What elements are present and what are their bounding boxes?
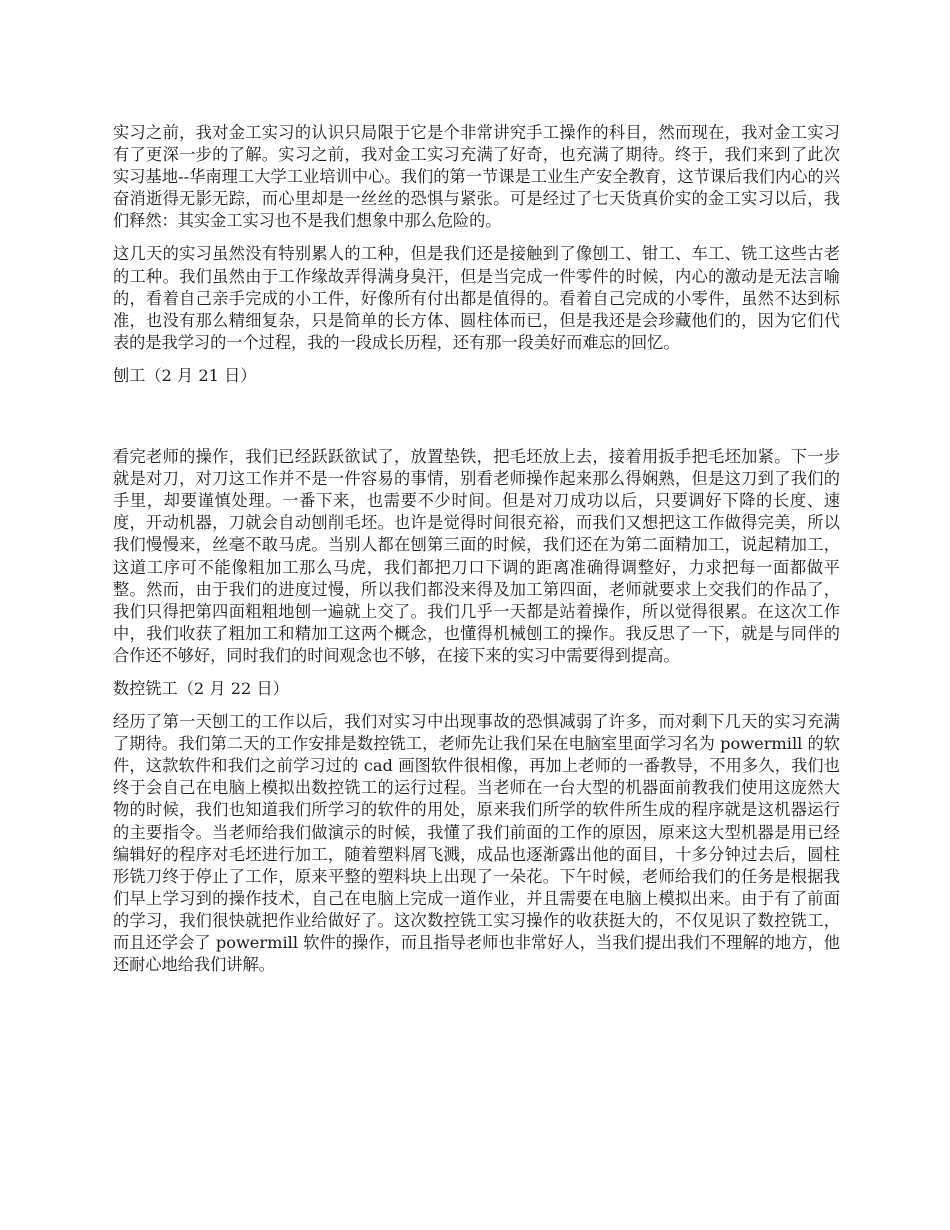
section-body-cnc-milling: 经历了第一天刨工的工作以后，我们对实习中出现事故的恐惧减弱了许多，而对剩下几天的实习充满了期待。我们第二天的工作安排是数控铣工，老师先让我们呆在电脑室里面学习名为 powermill 的软件，这款软件和我们之前学习过的 cad 画图软件很相像，再加上老师的一番教导，不用多久，我们也终于会自己在电脑上模拟出数控铣工的运行过程。当老师在一台大型的机器面前教我们使用这庞然大物的时候，我们也知道我们所学习的软件的用处，原来我们所学的软件所生成的程序就是这机器运行的主要指令。当老师给我们做演示的时候，我懂了我们前面的工作的原因，原来这大型机器是用已经编辑好的程序对毛坯进行加工，随着塑料屑飞溅，成品也逐渐露出他的面目，十多分钟过去后，圆柱形铣刀终于停止了工作，原来平整的塑料块上出现了一朵花。下午时候，老师给我们的任务是根据我们早上学习到的操作技术，自己在电脑上完成一道作业，并且需要在电脑上模拟出来。由于有了前面的学习，我们很快就把作业给做好了。这次数控铣工实习操作的收获挺大的，不仅见识了数控铣工，而且还学会了 powermill 软件的操作，而且指导老师也非常好人，当我们提出我们不理解的地方，他还耐心地给我们讲解。: [113, 712, 840, 975]
blank-gap: [113, 398, 840, 446]
section-heading-planing: 刨工（2 月 21 日）: [113, 365, 257, 385]
intro-paragraph-2: 这几天的实习虽然没有特别累人的工种，但是我们还是接触到了像刨工、钳工、车工、铣工这些古老的工种。我们虽然由于工作缘故弄得满身臭汗，但是当完成一件零件的时候，内心的激动是无法言喻的，看着自己亲手完成的小工件，好像所有付出都是值得的。看着自己完成的小零件，虽然不达到标准，也没有那么精细复杂，只是简单的长方体、圆柱体而已，但是我还是会珍藏他们的，因为它们代表的是我学习的一个过程，我的一段成长历程，还有那一段美好而难忘的回忆。: [113, 244, 840, 352]
document-page: [113, 122, 840, 987]
section-heading-cnc-milling: 数控铣工（2 月 22 日）: [113, 678, 289, 698]
intro-paragraph-1: 实习之前，我对金工实习的认识只局限于它是个非常讲究手工操作的科目，然而现在，我对金工实习有了更深一步的了解。实习之前，我对金工实习充满了好奇，也充满了期待。终于，我们来到了此次实习基地--华南理工大学工业培训中心。我们的第一节课是工业生产安全教育，这节课后我们内心的兴奋消逝得无影无踪，而心里却是一丝丝的恐惧与紧张。可是经过了七天货真价实的金工实习以后，我们释然：其实金工实习也不是我们想象中那么危险的。: [113, 123, 840, 231]
section-body-planing: 看完老师的操作，我们已经跃跃欲试了，放置垫铁，把毛坯放上去，接着用扳手把毛坯加紧。下一步就是对刀，对刀这工作并不是一件容易的事情，别看老师操作起来那么得娴熟，但是这刀到了我们的手里，却要谨慎处理。一番下来，也需要不少时间。但是对刀成功以后，只要调好下降的长度、速度，开动机器，刀就会自动刨削毛坯。也许是觉得时间很充裕，而我们又想把这工作做得完美，所以我们慢慢来，丝毫不敢马虎。当别人都在刨第三面的时候，我们还在为第二面精加工，说起精加工，这道工序可不能像粗加工那么马虎，我们都把刀口下调的距离准确得调整好，力求把每一面都做平整。然而，由于我们的进度过慢，所以我们都没来得及加工第四面，老师就要求上交我们的作品了，我们只得把第四面粗粗地刨一遍就上交了。我们几乎一天都是站着操作，所以觉得很累。在这次工作中，我们收获了粗加工和精加工这两个概念，也懂得机械刨工的操作。我反思了一下，就是与同伴的合作还不够好，同时我们的时间观念也不够，在接下来的实习中需要得到提高。: [113, 447, 840, 665]
